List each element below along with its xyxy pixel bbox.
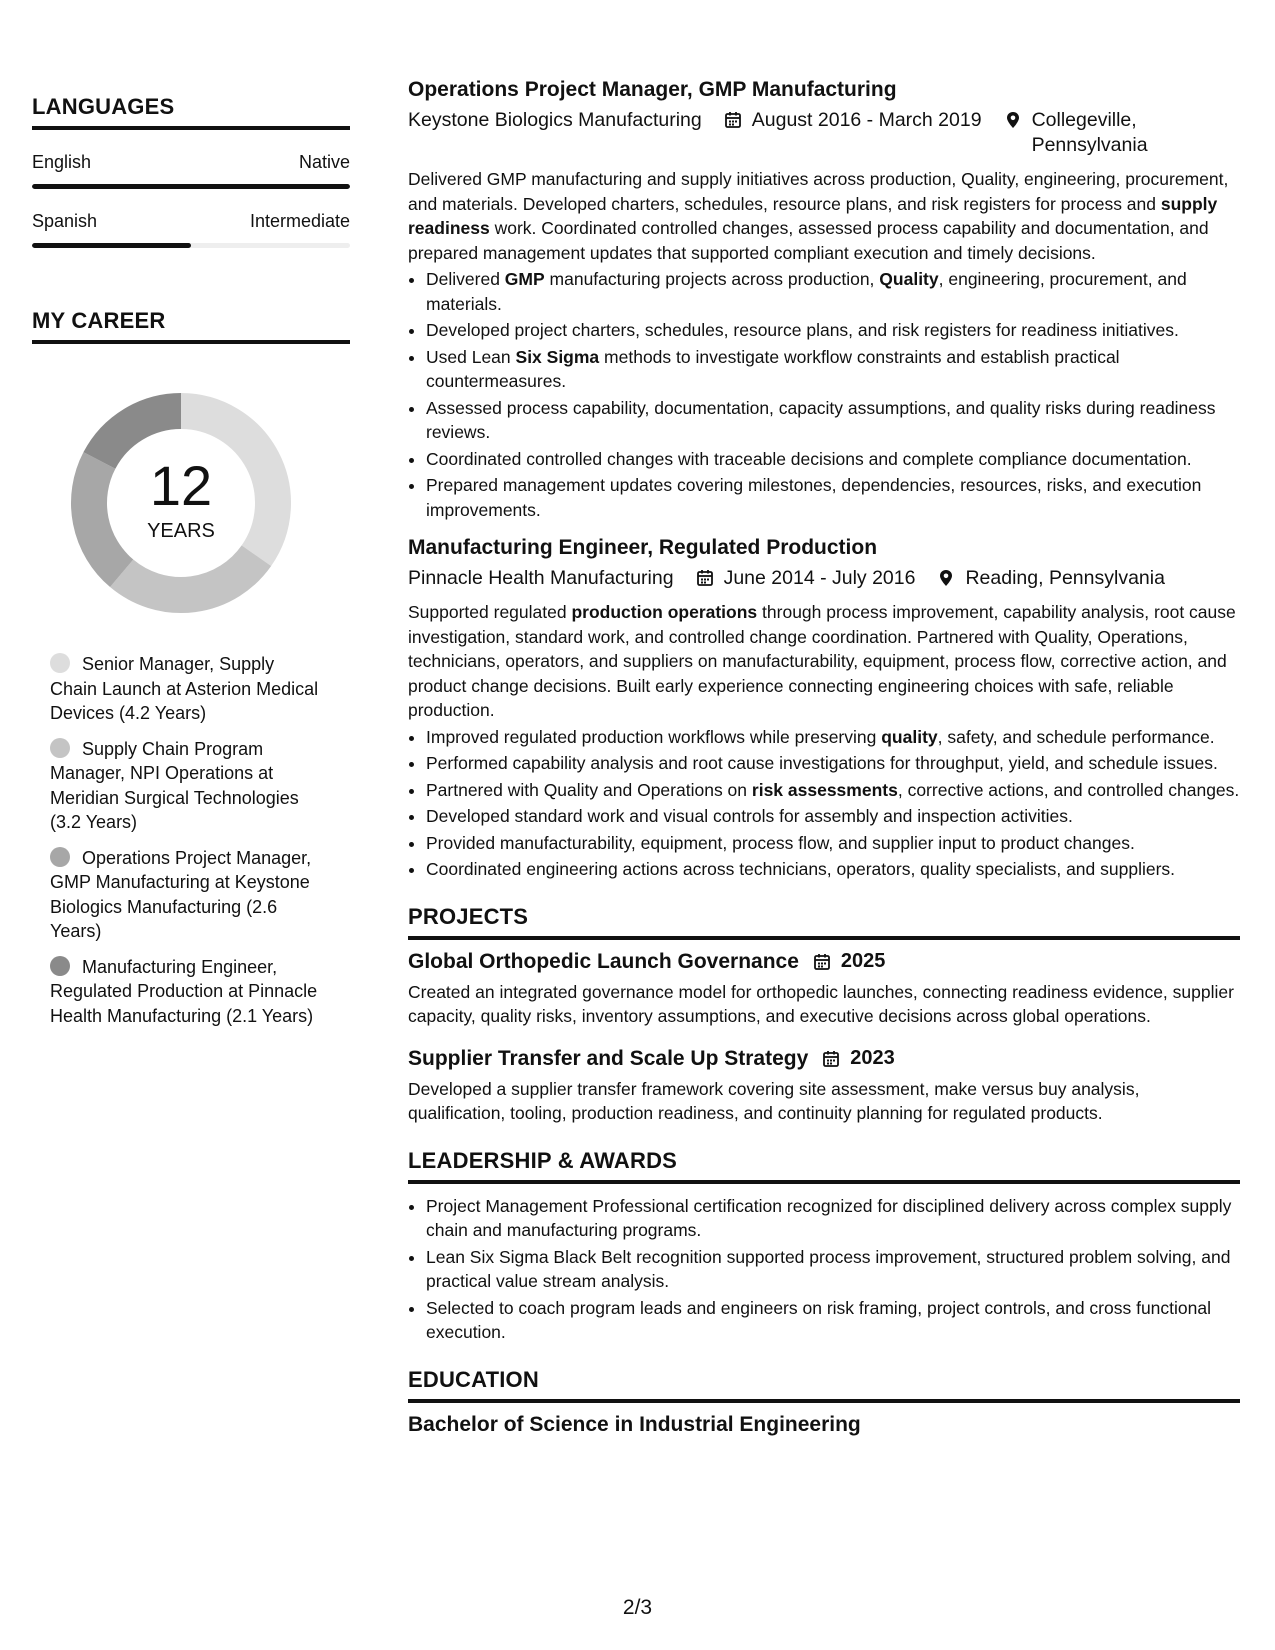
legend-swatch	[50, 956, 70, 976]
legend-label: Manufacturing Engineer, Regulated Production at Pinnacle Health Manufacturing (2.1 Years)	[50, 956, 318, 1026]
job-dates-text: June 2014 - July 2016	[723, 567, 916, 589]
job-bullets	[408, 725, 1240, 882]
language-level-bar	[32, 184, 350, 189]
calendar-icon	[724, 111, 742, 129]
career-legend-item	[50, 955, 322, 1029]
job-bullet	[426, 318, 1240, 343]
legend-swatch	[50, 738, 70, 758]
text-run: quality	[881, 726, 938, 747]
job-bullets	[408, 267, 1240, 522]
awards-list	[408, 1194, 1240, 1345]
project-description: Created an integrated governance model for orthopedic launches, connecting readiness evidence, supplier capacity, quality risks, inventory assumptions, and executive decisions across global operations.	[408, 981, 1234, 1026]
text-run: Delivered	[426, 269, 505, 289]
text-run: Improved regulated production workflows while preserving	[426, 726, 882, 747]
job-dates-text: August 2016 - March 2019	[751, 109, 982, 131]
language-item	[32, 211, 350, 248]
text-run: work. Coordinated controlled changes, assessed process capability and documentation, and prepared management updates that supported compliant execution and timely decisions.	[408, 218, 1209, 263]
job-title: Manufacturing Engineer, Regulated Production	[408, 536, 878, 559]
projects-heading: PROJECTS	[408, 904, 1240, 940]
language-level: Native	[298, 152, 350, 172]
project-year	[813, 950, 886, 973]
job-bullet	[426, 345, 1240, 394]
award-item: • Selected to coach program leads and engineers on risk framing, project controls, and cross functional execution.	[426, 1296, 1240, 1345]
career-legend	[50, 652, 322, 1028]
job-location-text: Reading, Pennsylvania	[965, 567, 1165, 589]
awards-heading: LEADERSHIP & AWARDS	[408, 1148, 1240, 1184]
job-bullet	[426, 267, 1240, 316]
text-run: , safety, and schedule performance.	[937, 726, 1215, 747]
job-entry	[408, 536, 1240, 882]
language-level-fill	[32, 184, 350, 189]
text-run: risk assessments	[751, 779, 898, 800]
text-run: Quality	[879, 269, 939, 289]
education-degree: Bachelor of Science in Industrial Engineering	[408, 1412, 861, 1436]
project-entry	[408, 1047, 1240, 1126]
legend-label: Supply Chain Program Manager, NPI Operations at Meridian Surgical Technologies (3.2 Years)	[50, 738, 299, 832]
projects-section	[408, 904, 1240, 1126]
legend-swatch	[50, 653, 70, 673]
job-bullet	[426, 831, 1240, 856]
job-bullet	[426, 778, 1240, 803]
text-run: supply readiness	[408, 193, 1218, 238]
calendar-icon	[822, 1050, 840, 1068]
text-run: Supported regulated	[408, 602, 572, 622]
experience-list	[408, 78, 1240, 882]
left-column	[32, 94, 350, 1039]
career-section	[32, 308, 350, 1028]
project-title: Global Orthopedic Launch Governance	[408, 949, 799, 973]
projects-list	[408, 950, 1240, 1126]
language-level-bar	[32, 243, 350, 248]
job-bullet	[426, 857, 1240, 882]
text-run: Developed standard work and visual controls for assembly and inspection activities.	[426, 806, 1073, 826]
job-meta	[408, 108, 1240, 158]
text-run: through process improvement, capability analysis, root cause investigation, standard work, and controlled change coordination. Partnered with Quality, Operations, technicians, operators, and suppliers on manufacturability, equipment, process flow, corrective action, and product change decisions. Built early experience connecting engineering choices with safe, reliable production.	[408, 602, 1236, 720]
language-level: Intermediate	[249, 211, 350, 231]
text-run: Coordinated engineering actions across technicians, operators, quality specialists, and suppliers.	[426, 859, 1176, 879]
text-run: manufacturing projects across production,	[544, 269, 880, 289]
text-run: Coordinated controlled changes with traceable decisions and complete compliance documentation.	[426, 448, 1192, 469]
job-bullet	[426, 725, 1240, 750]
job-meta	[408, 566, 1240, 591]
job-bullet	[426, 396, 1240, 445]
career-heading: MY CAREER	[32, 308, 350, 344]
text-run: , engineering, procurement, and materials.	[426, 269, 1187, 314]
legend-label: Operations Project Manager, GMP Manufacturing at Keystone Biologics Manufacturing (2.6 Years)	[50, 847, 312, 941]
text-run: Prepared management updates covering milestones, dependencies, resources, risks, and execution improvements.	[426, 475, 1202, 520]
legend-label: Senior Manager, Supply Chain Launch at Asterion Medical Devices (4.2 Years)	[50, 654, 319, 723]
education-section	[408, 1367, 1240, 1437]
language-item	[32, 152, 350, 189]
text-run: Used Lean	[426, 346, 516, 367]
location-pin-icon	[1004, 111, 1022, 129]
project-year-text: 2023	[850, 1047, 895, 1069]
text-run: Partnered with Quality and Operations on	[426, 779, 752, 800]
job-description	[408, 167, 1240, 265]
career-legend-item	[50, 652, 322, 726]
project-description: Developed a supplier transfer framework covering site assessment, make versus buy analysis, qualification, tooling, production readiness, and continuity planning for regulated products.	[408, 1078, 1140, 1123]
job-bullet	[426, 804, 1240, 829]
page-number: 2/3	[622, 1596, 653, 1619]
awards-section	[408, 1148, 1240, 1345]
legend-swatch	[50, 847, 70, 867]
text-run: Six Sigma	[515, 346, 600, 367]
job-location	[1004, 108, 1162, 158]
job-bullet	[426, 751, 1240, 776]
job-description	[408, 600, 1240, 723]
text-run: GMP	[504, 269, 545, 289]
job-title: Operations Project Manager, GMP Manufacturing	[408, 78, 897, 101]
project-year-text: 2025	[840, 950, 886, 972]
project-entry	[408, 950, 1240, 1029]
donut-center	[66, 388, 296, 618]
language-name: English	[32, 152, 92, 172]
job-bullet	[426, 447, 1240, 472]
career-legend-item	[50, 846, 322, 944]
job-dates	[696, 566, 916, 591]
text-run: Developed project charters, schedules, resource plans, and risk registers for readiness initiatives.	[426, 320, 1179, 340]
job-entry	[408, 78, 1240, 522]
job-location-text: Collegeville, Pennsylvania	[1031, 109, 1148, 156]
company-name: Keystone Biologics Manufacturing	[408, 109, 702, 131]
text-run: Assessed process capability, documentation, capacity assumptions, and quality risks during readiness reviews.	[426, 397, 1216, 442]
language-name: Spanish	[32, 211, 98, 231]
text-run: , corrective actions, and controlled changes.	[897, 779, 1240, 800]
career-donut-chart	[66, 388, 296, 618]
text-run: methods to investigate workflow constraints and establish practical countermeasures.	[426, 346, 1120, 391]
text-run: Provided manufacturability, equipment, process flow, and supplier input to product changes.	[426, 832, 1135, 853]
calendar-icon	[696, 569, 714, 587]
languages-heading: LANGUAGES	[32, 94, 350, 130]
job-bullet	[426, 473, 1240, 522]
calendar-icon	[813, 953, 831, 971]
career-years-unit: YEARS	[147, 519, 215, 542]
career-total-years: 12	[149, 453, 213, 517]
project-title: Supplier Transfer and Scale Up Strategy	[408, 1046, 809, 1070]
text-run: Performed capability analysis and root cause investigations for throughput, yield, and schedule issues.	[426, 753, 1218, 773]
job-dates	[724, 108, 982, 133]
right-column	[408, 78, 1240, 1437]
award-item: • Project Management Professional certification recognized for disciplined delivery across complex supply chain and manufacturing programs.	[426, 1194, 1240, 1243]
location-pin-icon	[937, 569, 955, 587]
project-year	[822, 1047, 895, 1070]
company-name: Pinnacle Health Manufacturing	[408, 567, 674, 589]
job-location	[937, 566, 1164, 591]
text-run: production operations	[571, 602, 758, 622]
language-level-fill	[32, 243, 191, 248]
award-item: • Lean Six Sigma Black Belt recognition supported process improvement, structured problem solving, and practical value stream analysis.	[426, 1245, 1240, 1294]
text-run: Delivered GMP manufacturing and supply initiatives across production, Quality, engineering, procurement, and materials. Developed charters, schedules, resource plans, and risk registers for process and	[408, 169, 1229, 214]
career-legend-item	[50, 737, 322, 835]
education-heading: EDUCATION	[408, 1367, 1240, 1403]
